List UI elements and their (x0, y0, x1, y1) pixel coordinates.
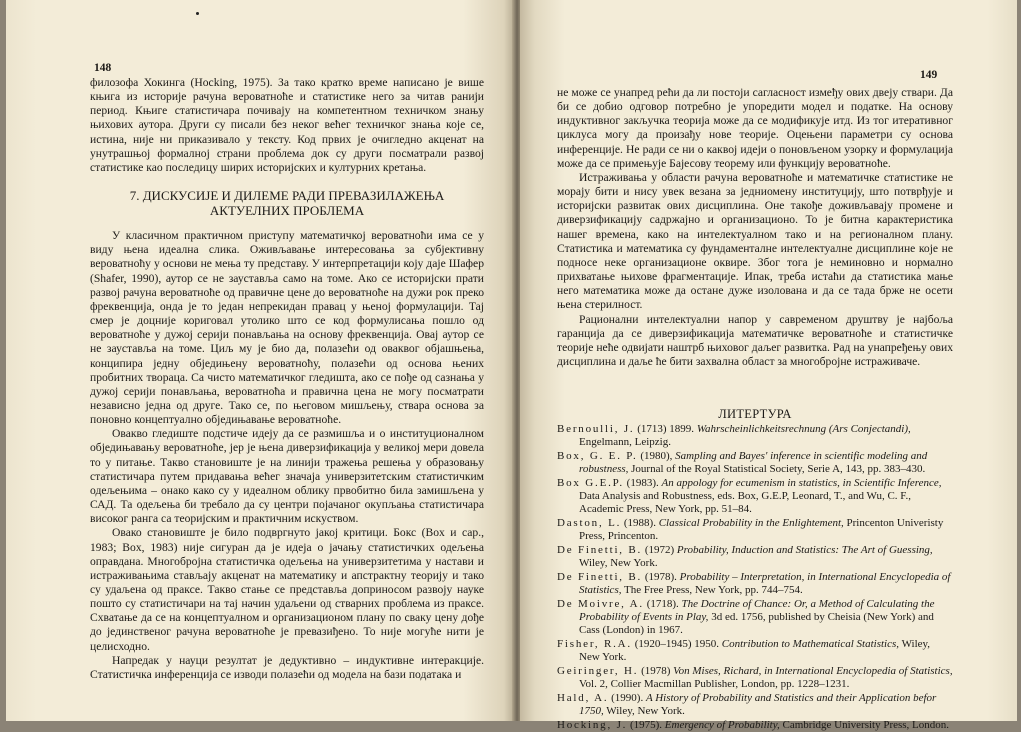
reference-item (557, 692, 953, 718)
reference-publisher: Cambridge University Press, London. (779, 719, 950, 732)
reference-publisher: Vol. 2, Collier Macmillan Publisher, London, pp. 1228–1231. (579, 678, 850, 691)
reference-item (557, 477, 953, 516)
reference-list (557, 423, 953, 732)
left-page-text (90, 76, 484, 682)
paragraph: У класичном практичном приступу математичкој вероватноћи има се у виду њена идеална слика. Оживљавање интересовања за субјективну вероватноћу у основи не мења ту представу. У интерпретацији коју даје Шафер (Shafer, 1990), аутор се не зауставља само на томе. Ако се историјски прати развој рачуна вероватноће од правичне цене до вероватноће на дужи рок преко фреквенција, онда је то један непрекидан правац у њеној формулацији. Тај смер је доцније кориговал утолико што се код формулисања пошло од вероватноће у дужој серији понављања на основу фреквенција. Овај аутор се не зауставља на томе. Циљ му је био да, полазећи од оваквог објашњења, конципира једну обједињену вероватноћу, полазећи од основа њених пробитних твораца. Са чисто математичког гледишта, ако се пође од сазнања у дужој серији понављања, вероватноћа и правична цена не могу посматрати независно једна од друге. Тако се, по његовом мишљењу, ствара основа за поновно концептуално обједињавање вероватноће. (90, 229, 484, 427)
reference-title: Probability, Induction and Statistics: The Art of Guessing, (676, 544, 933, 557)
literature-heading: ЛИТЕРТУРА (718, 407, 792, 422)
paragraph: не може се унапред рећи да ли постоји сагласност између ових двеју ствари. Да би се добио одговор потребно је упоредити модел и податке. На основу индуктивног закључка теорија може да се модификује итд. Из тог итеративног циклуса могу да произађу нове теорије. Оцењени параметри су основа инференције. Не ради се ни о каквој идеји о поновљеном узорку и формулација може да се примењује Бајесову теорему или функцију вероватноће. (557, 86, 953, 170)
reference-author: Box G.E.P. (557, 477, 624, 490)
reference-author: Hocking, J. (557, 719, 628, 732)
reference-author: Fisher, R.A. (557, 638, 632, 651)
reference-title: Wahrscheinlichkeitsrechnung (Ars Conjectandi), (696, 423, 911, 436)
reference-title: Contribution to Mathematical Statistics, (721, 638, 900, 651)
reference-title: The Doctrine of Chance: Or, a Method of Calculating the Probability of Events in Play, (579, 598, 935, 624)
reference-author: De Finetti, B. (557, 544, 643, 557)
reference-year: (1980), (637, 450, 676, 463)
right-page (520, 0, 1017, 732)
reference-author: Hald, A. (557, 692, 609, 705)
reference-item (557, 571, 953, 597)
section-title (90, 188, 484, 218)
reference-item (557, 598, 953, 637)
reference-year: (1990). (608, 692, 646, 705)
reference-author: De Finetti, B. (557, 571, 643, 584)
reference-author: Bernoulli, J. (557, 423, 635, 436)
reference-publisher: Journal of the Royal Statistical Society, Serie A, 143, pp. 383–430. (628, 463, 926, 476)
reference-item (557, 450, 953, 476)
reference-title: Classical Probability in the Enlightement, (658, 517, 844, 530)
reference-year: (1978) (638, 665, 674, 678)
paragraph: Истраживања у области рачуна вероватноће и математичке статистике не морају бити и нису увек везана за једниомену институцију, што потврђује и историјски развитак ових дисциплина. Оне такође доживљавају промене и диверзификацију садржајно и организационо. То је битна карактеристика нашег времена, како на интелектуалном тако и на регионалном плану. Статистика и математика су фундаменталне интелектуалне дисциплине које не подносе неке организационе оквире. Због тога је неминовно и нормално прихватање њихове фрагментације. Ипак, треба истаћи да статистика мање него математика може да остане дуже изолована и да се тада брже не осети њена стерилност. (557, 170, 953, 312)
paragraph: Рационални интелектуални напор у савременом друштву је најбоља гаранција да се диверзификација математичке вероватноће и статистичке теорије неће одвијати наштрб њиховог даљег развитка. Рад на унапређењу ових дисциплина и даље ће бити захвална област за многобројне истраживаче. (557, 312, 953, 368)
reference-author: Daston, L. (557, 517, 622, 530)
reference-publisher: 3d ed. 1756, published by Cheisia (New York) and Cass (London) in 1967. (579, 611, 934, 637)
reference-publisher: Princenton Univeristy Press, Princenton. (579, 517, 944, 543)
reference-title: Probability – Interpretation, in International Encyclopedia of Statistics, (579, 571, 951, 597)
reference-year: (1972) (642, 544, 677, 557)
reference-year: (1983). (623, 477, 662, 490)
right-page-number: 149 (920, 69, 938, 81)
reference-publisher: The Free Press, New York, pp. 744–754. (621, 584, 803, 597)
reference-year: (1975). (627, 719, 665, 732)
reference-title: Emergency of Probability, (664, 719, 780, 732)
left-page-number: 148 (94, 62, 112, 74)
section-title-line-1: 7. ДИСКУСИЈЕ И ДИЛЕМЕ РАДИ ПРЕВАЗИЛАЖЕЊА (129, 188, 445, 204)
paragraph: Овакво гледиште подстиче идеју да се размишља и о институционалном обједињавању вероватноће, јер је њена диверзификација у великој мери довела то у питање. Такво становиште је на линији тражења решења у образовању статистичара путем придавања већег значаја универзитетским статистичким одељењима – онако како су у идеалном облику првобитно била замишљена у САД. Та одељења би требало да су центри појачаног окупљања статистичара високог ранга са теоријским и практичним искуством. (90, 427, 484, 526)
reference-publisher: Wiley, New York. (603, 705, 685, 718)
reference-publisher: Wiley, New York. (579, 557, 658, 570)
reference-publisher: Data Analysis and Robustness, eds. Box, G.E.P, Leonard, T., and Wu, C. F., Academic Press, New York, pp. 51–84. (579, 490, 912, 516)
reference-title: A History of Probability and Statistics and their Application befor 1750, (579, 692, 937, 718)
reference-item (557, 719, 953, 732)
reference-author: De Moivre, A. (557, 598, 644, 611)
reference-item (557, 544, 953, 570)
reference-title: An appology for ecumenism in statistics, in Scientific Inference, (661, 477, 942, 490)
reference-publisher: Wiley, New York. (579, 638, 931, 664)
reference-item (557, 665, 953, 691)
section-title-line-2: АКТУЕЛНИХ ПРОБЛЕМА (209, 203, 365, 219)
reference-title: Sampling and Bayes' inference in scientific modeling and robustness, (579, 450, 928, 476)
reference-author: Box, G. E. P. (557, 450, 638, 463)
reference-year: (1713) 1899. (634, 423, 697, 436)
reference-author: Geiringer, H. (557, 665, 639, 678)
reference-year: (1718). (643, 598, 682, 611)
ink-dot (196, 12, 199, 15)
reference-item (557, 423, 953, 449)
reference-year: (1978). (642, 571, 680, 584)
paragraph: Овако становиште је било подвргнуто јакој критици. Бокс (Box и сар., 1983; Box, 1983) није сигуран да је идеја о јачању статистичких одељења оправдана. Многобројна статистичка одељења на универзитетима у настави и истраживањима стављају акценат на математику и апстрактну теорију и тако су удаљена од праксе. Такво стање се представља доприносом развоју науке пошто су статистичари на тај начин удаљени од стварних проблема из праксе. Схватање да се на концептуалном и организационом плану по сваку цену дође до јединственог рачуна вероватноће је превазиђено. То није могуће нити је целисходно. (90, 526, 484, 653)
reference-item (557, 517, 953, 543)
reference-item (557, 638, 953, 664)
reference-title: Von Mises, Richard, in International Encyclopedia of Statistics, (673, 665, 953, 678)
reference-year: (1920–1945) 1950. (631, 638, 722, 651)
reference-year: (1988). (621, 517, 659, 530)
paragraph: Напредак у науци резултат је дедуктивно – индуктивне интеракције. Статистичка инференција се изводи полазећи од модела на бази података и (90, 653, 484, 681)
left-page (6, 0, 514, 721)
reference-publisher: Engelmann, Leipzig. (579, 436, 671, 449)
right-page-text (557, 86, 953, 732)
intro-paragraph: филозофа Хокинга (Hocking, 1975). За тако кратко време написано је више књига из историје рачуна вероватноће и статистике него за читав ранији период. Књиге статистичара почивају на компетентном техничком знању њихових аутора. Други су писали без неког већег техничког знања које се, истина, није ни приказивало у тексту. Код првих је очигледно акценат на унутрашњој формалној страни проблема док су други посматрали развој статистике као последицу ширих историјских и културних кретања. (90, 76, 484, 174)
